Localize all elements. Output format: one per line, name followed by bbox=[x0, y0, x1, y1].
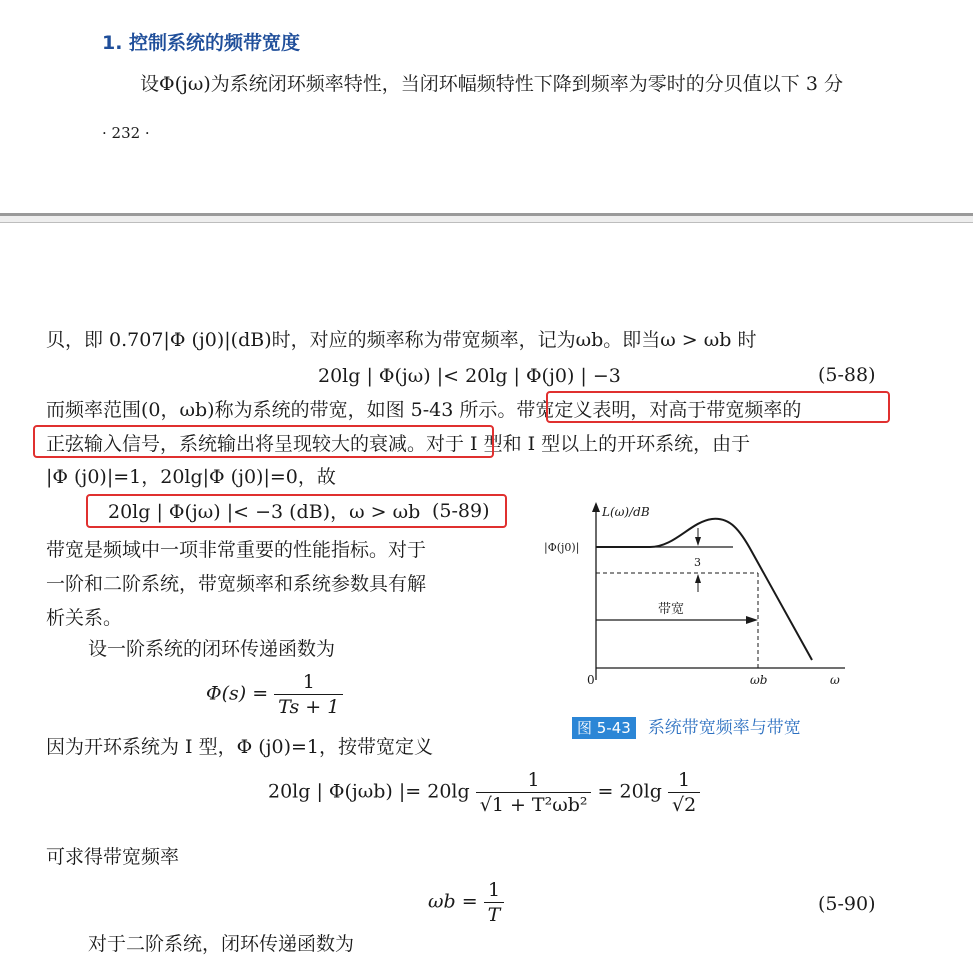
bandwidth-arrowhead bbox=[746, 616, 758, 624]
bw-numerator-2: 1 bbox=[678, 769, 691, 791]
eq90-numerator: 1 bbox=[487, 879, 501, 901]
y-axis-label: L(ω)/dB bbox=[602, 505, 650, 519]
section-heading: 1. 控制系统的频带宽度 bbox=[102, 32, 301, 54]
wb-label: ωb bbox=[750, 673, 768, 687]
page-number: · 232 · bbox=[102, 124, 150, 142]
transfer-function bbox=[206, 670, 343, 719]
bandwidth-label: 带宽 bbox=[658, 602, 685, 617]
equation-number: (5-89) bbox=[432, 500, 490, 522]
caption-tag: 图 5-43 bbox=[572, 717, 636, 739]
tf-lhs: Φ(s) = bbox=[206, 682, 269, 705]
phi-j0-label: |Φ(j0)| bbox=[544, 541, 580, 554]
tf-fraction bbox=[274, 670, 343, 719]
magnitude-curve bbox=[596, 519, 812, 660]
tf-denominator: Ts + 1 bbox=[274, 694, 343, 719]
caption-text: 系统带宽频率与带宽 bbox=[647, 718, 801, 738]
w-label: ω bbox=[830, 673, 840, 687]
highlighted-text: 正弦输入信号，系统输出将呈现较大的衰减。 bbox=[46, 433, 427, 455]
eq90-lhs: ωb = bbox=[428, 890, 478, 913]
text-line: 析关系。 bbox=[46, 607, 123, 629]
highlighted-text: 带宽定义表明，对高于带宽频率的 bbox=[516, 399, 802, 421]
dim-arrowhead-top bbox=[695, 537, 701, 546]
highlight-box bbox=[546, 391, 890, 423]
y-axis-arrow bbox=[592, 502, 600, 512]
cut-off-text-line: 对于二阶系统，闭环传递函数为 bbox=[88, 933, 355, 955]
page-separator-line bbox=[0, 222, 973, 223]
bw-numerator: 1 bbox=[527, 769, 540, 791]
text-line: 带宽是频域中一项非常重要的性能指标。对于 bbox=[46, 539, 427, 561]
text-line: 可求得带宽频率 bbox=[46, 846, 180, 868]
tf-numerator: 1 bbox=[302, 671, 315, 693]
bw-fraction bbox=[476, 768, 592, 817]
text-line: 一阶和二阶系统，带宽频率和系统参数具有解 bbox=[46, 573, 427, 595]
eq90-fraction bbox=[484, 878, 505, 927]
text-segment: 而频率范围(0，ωb)称为系统的带宽，如图 5-43 所示。 bbox=[46, 399, 517, 421]
bandwidth-figure bbox=[540, 500, 860, 700]
equation-5-89: 20lg | Φ(jω) |< −3 (dB)，ω > ωb bbox=[108, 501, 421, 523]
dim-arrowhead-bottom bbox=[695, 574, 701, 583]
figure-caption bbox=[572, 713, 801, 738]
bw-denominator-2: √2 bbox=[668, 792, 700, 817]
text-line: 因为开环系统为 I 型，Φ (j0)=1，按带宽定义 bbox=[46, 736, 434, 758]
text-segment: 对于 I 型和 I 型以上的开环系统，由于 bbox=[426, 433, 751, 455]
three-db-label: 3 bbox=[694, 556, 701, 569]
bw-lhs: 20lg | Φ(jωb) |= 20lg bbox=[268, 780, 470, 803]
bw-mid: = 20lg bbox=[597, 780, 662, 803]
text-line: 设一阶系统的闭环传递函数为 bbox=[88, 638, 336, 660]
eq90-denominator: T bbox=[484, 902, 505, 927]
text-line: 贝，即 0.707|Φ (j0)|(dB)时，对应的频率称为带宽频率，记为ωb。即当ω > ωb 时 bbox=[46, 329, 757, 351]
text-line: |Φ (j0)|=1，20lg|Φ (j0)|=0，故 bbox=[46, 466, 336, 488]
equation-number: (5-90) bbox=[818, 893, 876, 915]
bw-denominator: √1 + T²ωb² bbox=[476, 792, 592, 817]
equation-5-88: 20lg | Φ(jω) |< 20lg | Φ(j0) | −3 bbox=[318, 365, 621, 387]
bandwidth-equation bbox=[268, 768, 700, 817]
highlight-box bbox=[33, 425, 494, 458]
equation-5-90 bbox=[428, 878, 504, 927]
equation-number: (5-88) bbox=[818, 364, 876, 386]
bw-fraction-2 bbox=[668, 768, 700, 817]
text-line: 设Φ(jω)为系统闭环频率特性，当闭环幅频特性下降到频率为零时的分贝值以下 3 分 bbox=[140, 73, 843, 95]
origin-label: 0 bbox=[587, 673, 595, 687]
